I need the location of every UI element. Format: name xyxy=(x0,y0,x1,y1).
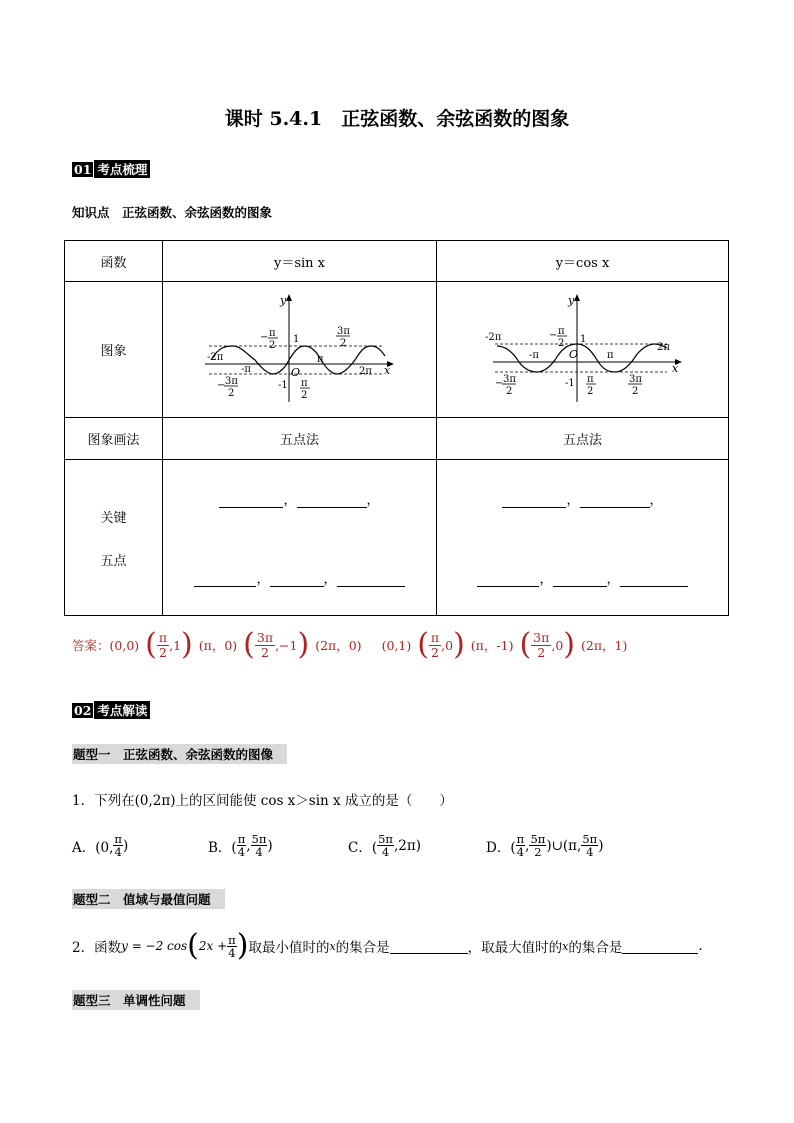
table-cell: 图象 xyxy=(65,282,163,418)
option-c[interactable]: C．( 5π 4 ,2π) xyxy=(348,832,422,859)
table-row xyxy=(65,282,729,418)
tick-label: π xyxy=(606,350,614,361)
tick-label: 2 xyxy=(586,386,593,397)
answer-item: (π，-1) xyxy=(470,638,514,653)
tick-label: -2π xyxy=(484,332,501,343)
tick-label: 3π xyxy=(224,376,238,387)
section-label: 考点梳理 xyxy=(94,160,150,178)
answer-item: (2π，0) xyxy=(315,638,362,653)
answer-blank[interactable] xyxy=(477,572,539,587)
page-title: 课时 5.4.1 正弦函数、余弦函数的图象 xyxy=(224,108,570,130)
table-row xyxy=(65,241,729,282)
option-b[interactable]: B．( π 4 , 5π 4 ) xyxy=(208,832,273,859)
section-number: 02 xyxy=(74,702,92,718)
fraction-numerator: π xyxy=(158,629,168,645)
table-cell xyxy=(437,460,729,616)
table-cell: y＝cos x xyxy=(437,241,729,282)
tick-label: 2 xyxy=(557,338,564,349)
question-1-options xyxy=(72,833,604,858)
fraction-denominator: 2 xyxy=(431,644,439,660)
table-cell xyxy=(65,460,163,616)
axis-label: x xyxy=(671,362,678,375)
tick-label: π xyxy=(316,354,324,365)
table-cell: y＝sin x xyxy=(163,241,437,282)
tick-label: 2 xyxy=(339,338,346,349)
question-2: 2．函数 y = −2 cos ( 2x + $\frac{\pi}{4}$ ) 取最小值时的 x 的集合是 ，取最大值时的 x 的集合是 . xyxy=(72,928,703,963)
comma: ， xyxy=(606,571,620,587)
table-row xyxy=(65,460,729,616)
answer-label: 答案： xyxy=(72,638,110,653)
tick-label: -2π xyxy=(206,352,223,363)
axis-label: x xyxy=(383,364,390,377)
tick-label: − xyxy=(216,380,225,391)
answer-line: 答案： (0,0) ( $\frac{\pi}{2}$ ,1 ) (π，0) ( $\frac{3\pi}{2}$ ,−1 ) (2π，0) (0,1) ( $\frac{\pi}{2}$ ,0 ) (π，-1) ( $\frac{3\pi}{2}$ ,0 ) (2π，1) xyxy=(72,627,628,662)
key-points-label: 五点 xyxy=(100,553,127,569)
table-cell: 五点法 xyxy=(437,418,729,460)
tick-label: 3π xyxy=(336,326,350,337)
answer-blank[interactable] xyxy=(194,572,256,587)
answer-blank[interactable] xyxy=(580,493,650,508)
tick-label: π xyxy=(557,326,565,337)
question-type-2: 题型二 值域与最值问题 xyxy=(72,889,225,909)
tick-label: − xyxy=(259,332,268,343)
section-number: 01 xyxy=(74,161,92,177)
table-cell xyxy=(437,282,729,418)
tick-label: 2 xyxy=(227,388,234,399)
table-cell xyxy=(163,460,437,616)
question-type-1: 题型一 正弦函数、余弦函数的图像 xyxy=(72,744,287,764)
tick-label: 1 xyxy=(292,334,299,345)
comma: ， xyxy=(256,571,270,587)
fraction-numerator: 3π xyxy=(256,629,274,645)
comma: ， xyxy=(366,492,380,508)
cosine-graph xyxy=(483,290,683,405)
question-type-3: 题型三 单调性问题 xyxy=(72,990,200,1010)
tick-label: 2 xyxy=(300,390,307,401)
answer-blank[interactable] xyxy=(270,572,324,587)
tick-label: − xyxy=(494,378,503,389)
option-a[interactable]: A．(0, π 4 ) xyxy=(72,832,129,859)
option-d[interactable]: D．( π 4 , 5π 2 )∪(π, 5π 4 ) xyxy=(486,832,604,859)
knowledge-point-heading: 知识点 正弦函数、余弦函数的图象 xyxy=(72,205,273,220)
answer-item: ,0 xyxy=(441,637,454,653)
section-label: 考点解读 xyxy=(94,701,150,719)
comma: ， xyxy=(323,571,337,587)
answer-item: ,1 xyxy=(169,637,182,653)
tick-label: π xyxy=(300,378,308,389)
answer-item: (π，0) xyxy=(198,638,238,653)
table-cell: 图象画法 xyxy=(65,418,163,460)
answer-blank[interactable] xyxy=(337,572,405,587)
tick-label: -π xyxy=(240,364,251,375)
origin-label: O xyxy=(568,348,578,361)
answer-blank[interactable] xyxy=(622,939,698,954)
answer-item: (0,1) xyxy=(381,637,412,653)
answer-blank[interactable] xyxy=(219,493,283,508)
key-points-label: 关键 xyxy=(100,510,127,526)
answer-blank[interactable] xyxy=(502,493,566,508)
tick-label: -1 xyxy=(564,378,575,389)
answer-blank[interactable] xyxy=(297,493,367,508)
fraction-numerator: 3π xyxy=(533,629,550,645)
fraction-denominator: 2 xyxy=(537,644,546,660)
tick-label: π xyxy=(586,374,594,385)
origin-label: O xyxy=(290,366,300,379)
answer-blank[interactable] xyxy=(553,572,607,587)
tick-label: 1 xyxy=(579,334,586,345)
section-header-2 xyxy=(72,701,150,719)
table-row xyxy=(65,418,729,460)
fraction-denominator: 2 xyxy=(159,644,167,660)
answer-item: ,0 xyxy=(551,637,564,653)
section-header-1 xyxy=(72,160,150,178)
comma: ， xyxy=(539,571,553,587)
answer-item: ,−1 xyxy=(275,637,298,653)
comma: ， xyxy=(283,492,297,508)
tick-label: 2π xyxy=(358,366,372,377)
tick-label: -π xyxy=(528,350,539,361)
tick-label: 2π xyxy=(656,342,670,353)
sine-graph xyxy=(205,290,395,405)
table-cell xyxy=(163,282,437,418)
question-1-stem: 1．下列在(0,2π)上的区间能使 cos x＞sin x 成立的是（ ） xyxy=(72,793,453,809)
answer-blank[interactable] xyxy=(390,939,468,954)
table-cell: 五点法 xyxy=(163,418,437,460)
fraction-denominator: 2 xyxy=(261,644,269,660)
comma: ， xyxy=(566,492,580,508)
tick-label: − xyxy=(548,330,557,341)
comma: ， xyxy=(649,492,663,508)
answer-blank[interactable] xyxy=(620,572,688,587)
tick-label: 2 xyxy=(631,386,638,397)
tick-label: π xyxy=(268,328,276,339)
fraction-numerator: π xyxy=(430,629,440,645)
function-table xyxy=(64,240,729,616)
axis-label: y xyxy=(279,294,286,307)
answer-item: (2π，1) xyxy=(581,638,628,653)
axis-label: y xyxy=(567,294,574,307)
tick-label: 2 xyxy=(268,340,275,351)
tick-label: -1 xyxy=(277,380,288,391)
tick-label: 3π xyxy=(628,374,642,385)
tick-label: 3π xyxy=(502,374,516,385)
answer-item: (0,0) xyxy=(109,637,140,653)
tick-label: 2 xyxy=(505,386,512,397)
table-cell: 函数 xyxy=(65,241,163,282)
